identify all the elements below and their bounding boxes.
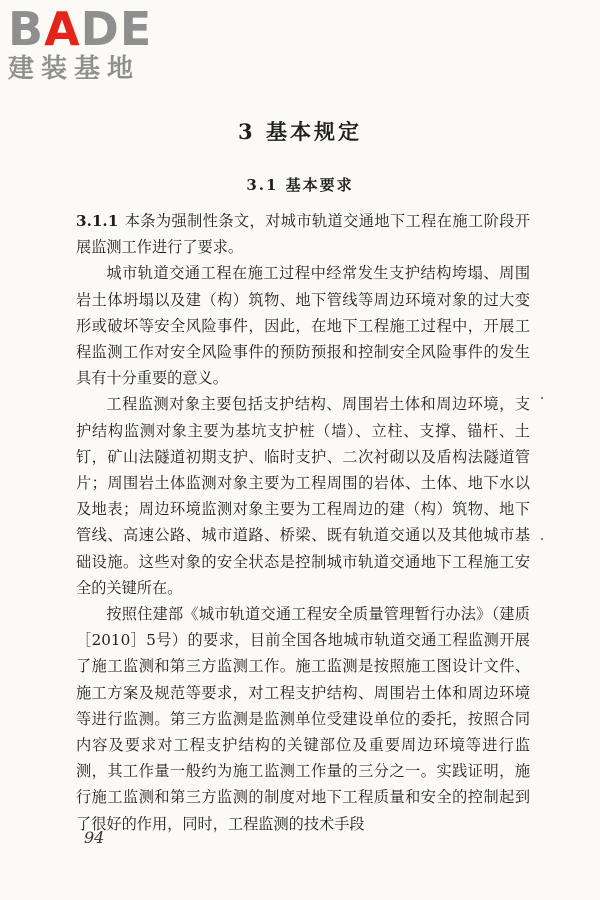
body-paragraph-3: 按照住建部《城市轨道交通工程安全质量管理暂行办法》（建质［2010］5号）的要求，目前全国各地城市轨道交通工程监测开展了施工监测和第三方监测工作。施工监测是按照施工图设计文件、施工方案及规范等要求，对工程支护结构、周围岩土体和周边环境等进行监测。第三方监测是监测单位受建设单位的委托，按照合同内容及要求对工程支护结构的关键部位及重要周边环境等进行监测，其工作量一般约为施工监测工作量的三分之一。实践证明，施行施工监测和第三方监测的制度对地下工程质量和安全的控制起到了很好的作用，同时，工程监测的技术手段 bbox=[76, 605, 530, 833]
scan-speck bbox=[541, 538, 543, 540]
body-paragraph-1: 城市轨道交通工程在施工过程中经常发生支护结构垮塌、周围岩土体坍塌以及建（构）筑物、地下管线等周边环境对象的过大变形或破坏等安全风险事件，因此，在地下工程施工过程中，开展工程监测工作对安全风险事件的预防预报和控制安全风险事件的发生具有十分重要的意义。 bbox=[76, 264, 530, 388]
page-number: 94 bbox=[84, 828, 105, 847]
logo-wordmark: BADE bbox=[8, 2, 153, 56]
scan-speck bbox=[541, 397, 543, 399]
body-text bbox=[76, 208, 530, 837]
bade-logo bbox=[8, 2, 178, 84]
logo-subtitle: 建装基地 bbox=[8, 54, 141, 84]
clause-paragraph bbox=[76, 208, 530, 260]
clause-number: 3.1.1 bbox=[76, 212, 119, 230]
chapter-title: 3 基本规定 bbox=[238, 119, 362, 144]
body-paragraph-2: 工程监测对象主要包括支护结构、周围岩土体和周边环境，支护结构监测对象主要为基坑支护桩（墙）、立柱、支撑、锚杆、土钉，矿山法隧道初期支护、临时支护、二次衬砌以及盾构法隧道管片；周围岩土体监测对象主要为工程周围的岩体、土体、地下水以及地表；周边环境监测对象主要为工程周边的建（构）筑物、地下管线、高速公路、城市道路、桥梁、既有轨道交通以及其他城市基础设施。这些对象的安全状态是控制城市轨道交通地下工程施工安全的关键所在。 bbox=[76, 395, 530, 597]
clause-text: 本条为强制性条文，对城市轨道交通地下工程在施工阶段开展监测工作进行了要求。 bbox=[76, 212, 530, 257]
section-title: 3.1 基本要求 bbox=[246, 176, 354, 194]
